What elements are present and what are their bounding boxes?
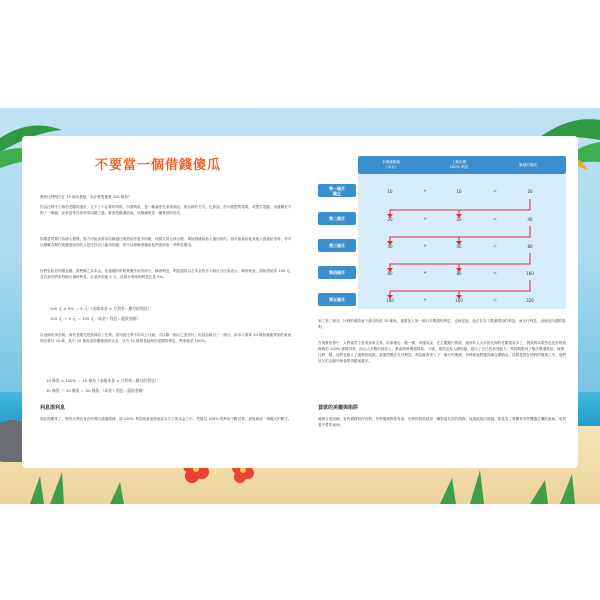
plus-sign: + <box>423 243 427 249</box>
paragraph: 到了第三個月，比利的債款就于最初的借 10 條魚，還要加上第一個月未償還的利息，也就是說，他正在為了償還增加的利息，而支付利息，這就是所謂的複利。 <box>318 319 566 329</box>
cell-interest: 80 <box>456 270 462 276</box>
left-column <box>40 136 295 468</box>
paragraph: 以這個故事為例，海豹老闆先把魚貸給了比利，但同意比利不用馬上付錢，可以隔一個月之後再付，但因為晚付了一個月，那本只要拿 10 條魚就能買到的東西，現在要付 20 條，其中 10 條魚是原價裡面的本金，另外 10 條則是給海豹老闆的利息，利率就是 100%。 <box>40 333 295 343</box>
formula-line: 10 條魚 ＋ 10 條魚 ＝ 20 條魚 （本金＋利息＝還款金額） <box>46 388 147 393</box>
plus-sign: + <box>423 297 427 303</box>
paragraph: 現在問題來了，假設比利沒有在時間內還還債務，那 100% 利息就會加進他原本欠下的本金之中，然後以 100% 的利率不斷計算，最後就成一筆龐大的數字。 <box>40 417 292 421</box>
equals-sign: = <box>493 270 497 276</box>
paragraph: 在現實世界中，人們當然不是用魚來交易，但原理也一模一樣，李運用說，在主題銀行貸款，通常的人大多都比海豹老闆寬容多了，貸款利率要然也沒有利到像海豹 100% 那樣誇張，而且大多數的借款人，都會按時償還貸款，不過，還然也有人總的錢，超出了自己的承受能力，導致期限到了無法償還貸款，就像比利一樣，他們也陷入了複利的地獄。當他們無法支付利息，利息就會併入下一個月的債務，有時候他們還得續交滯納金，這樣是算在他們的債務之中，他們所欠的金額早就會變得越來越多。 <box>318 341 566 363</box>
header-interest: 上期未繳 100% 利息 <box>430 156 488 174</box>
row-label-month-5: 第五個月 <box>318 293 356 306</box>
cell-interest: 10 <box>456 188 462 194</box>
row-label-month-1: 第一個月 截止 <box>318 184 356 197</box>
cell-total: 160 <box>526 270 534 276</box>
cell-principal: 40 <box>387 243 393 249</box>
cell-principal: 10 <box>387 188 393 194</box>
cell-total: 80 <box>527 243 533 249</box>
section-heading: 貸款的美麗與陷阱 <box>318 405 359 411</box>
grass-illustration <box>0 468 600 504</box>
cell-principal: 20 <box>387 216 393 222</box>
cell-interest: 40 <box>456 243 462 249</box>
formula-line: 100 元 × 5% ＝ 5 元 （金額本金 × 月利率＝應付的利息） <box>50 306 152 311</box>
row-label-month-2: 第二個月 <box>318 212 356 225</box>
plus-sign: + <box>423 270 427 276</box>
paragraph: 你們曾給你的總金額，我們稱之為本金，你還錢的時候要額外給的部分，稱做利息。利息通常以占本金的多少個百分比來表示，舉例來說，假如借給你 100 元，並告訴你將來每個月還時利息，必須多給他 5 元，這樣月利率和利息比是 5%。 <box>40 269 294 279</box>
cell-total: 20 <box>527 188 533 194</box>
paragraph: 因為比利中了海豹老闆的詭計，欠下了不必要的貸款，所謂貸款，是一種讓你先拿到商品，後付款的方式。比如說，你可能想買電視，或想打電動，但錢剛好不夠了一筆錢，並承諾等你拿到零用錢之後，就會把錢還給他，這筆錢就是一種貸款的形式。 <box>40 205 292 215</box>
equals-sign: = <box>493 216 497 222</box>
plus-sign: + <box>423 216 427 222</box>
section-heading: 利息滾利息 <box>40 405 66 411</box>
equals-sign: = <box>493 297 497 303</box>
right-column <box>318 136 566 468</box>
debt-growth-diagram <box>318 156 566 311</box>
header-total: 累積的債款 <box>498 156 558 174</box>
paragraph: 如果是買賣行為個人借貸，對方可能會要求你歸還比他借給你更多的錢，這樣交易合情合理，單純借錢給他人還回來的，但可能會給他其他人借錢給你時，你可以理解為幫你把錢借給你的人是比你自己能用的錢，你可以理解借錢給他們會收取一些利息費用。 <box>40 237 292 247</box>
cell-interest: 160 <box>455 297 463 303</box>
header-principal: 本期應繳錢 （本金） <box>362 156 420 174</box>
row-label-month-3: 第三個月 <box>318 239 356 252</box>
diagram-arrows <box>318 156 566 311</box>
cell-principal: 160 <box>386 297 394 303</box>
formula-line: 100 元 ＋ 5 元 ＝ 105 元（本金＋利息＝還款金額） <box>50 316 140 321</box>
cell-interest: 20 <box>456 216 462 222</box>
cell-total: 320 <box>526 297 534 303</box>
page-panel <box>22 136 578 468</box>
plus-sign: + <box>423 188 427 194</box>
page-title: 不要當一個借錢傻瓜 <box>95 158 222 173</box>
equals-sign: = <box>493 188 497 194</box>
cell-principal: 80 <box>387 270 393 276</box>
formula-line: 10 條魚 × 100% ＝ 10 條魚（金額本金 × 月利率＝應付的利息） <box>46 378 159 383</box>
row-label-month-4: 第四個月 <box>318 266 356 279</box>
paragraph: 債務分成兩種，有些債務對你有利，有些債務對你有害，比利的貸款就是一種對他有害的債務。他過緩幾次借錢，都是為了要購買有些機器打爛的東西，他買著不愛的東西。 <box>318 417 566 427</box>
equals-sign: = <box>493 243 497 249</box>
cell-total: 40 <box>527 216 533 222</box>
paragraph: 饒魚比利問只在 10 條魚裏錢，為什麼要還我 320 條魚？ <box>40 195 132 199</box>
